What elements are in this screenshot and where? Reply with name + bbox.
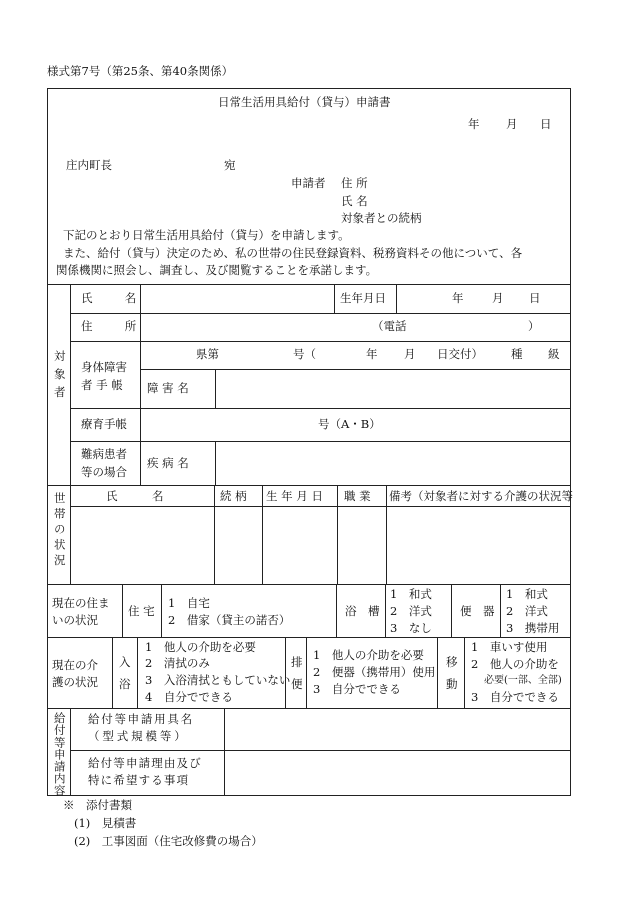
kind-label: 種 [511, 347, 523, 361]
col-dob: 生 年 月 日 [266, 489, 323, 503]
care-excretion-opt-1: 1 他人の介助を必要 [313, 648, 424, 662]
subject-address-label: 住 所 [81, 319, 147, 333]
grade-label: 級 [548, 347, 560, 361]
rehab-num: 号（A・B） [318, 417, 381, 431]
dob-month: 月 [492, 291, 504, 305]
disability-book-label-1: 身体障害 [81, 360, 127, 374]
date-year: 年 [468, 117, 480, 131]
subject-label: 対象者 [52, 350, 67, 404]
form-title: 日常生活用具給付（貸与）申請書 [218, 95, 391, 109]
pref-label: 県第 [196, 347, 219, 361]
request-item-2: （型式規模等） [88, 729, 189, 743]
bath-opt-1: 1 和式 [390, 587, 432, 601]
addressee: 庄内町長 [66, 158, 112, 172]
household-label: 世帯の状況 [52, 492, 67, 570]
applicant-name-label: 氏 名 [341, 194, 368, 208]
house-opt-2: 2 借家（貸主の諾否） [168, 613, 291, 627]
col-job: 職 業 [344, 489, 371, 503]
care-move-opt-1: 1 車いす使用 [471, 640, 548, 654]
care-move-opt-2b: 必要(一部、全部) [484, 675, 562, 686]
applicant-address-label: 住 所 [341, 176, 368, 190]
disability-book-label-2: 者 手 帳 [81, 378, 123, 392]
care-bath-opt-3: 3 入浴清拭ともしていない [145, 673, 291, 687]
care-excretion-opt-3: 3 自分でできる [313, 682, 401, 696]
addressee-suffix: 宛 [224, 158, 236, 172]
bath-opt-3: 3 なし [390, 621, 432, 635]
care-excretion-label: 排便 [289, 656, 304, 700]
form-label: 様式第7号（第25条、第40条関係） [47, 64, 234, 78]
issue-day: 日交付） [437, 347, 483, 361]
care-label-1: 現在の介 [52, 658, 98, 672]
body-text-3: 関係機関に照会し、調査し、及び閲覧することを承諾します。 [56, 263, 378, 277]
date-month: 月 [506, 117, 518, 131]
col-relation: 続 柄 [220, 489, 247, 503]
applicant-relation-label: 対象者との続柄 [341, 211, 422, 225]
body-text-1: 下記のとおり日常生活用具給付（貸与）を申請します。 [63, 228, 350, 242]
attachment-item-1: (1) 見積書 [74, 816, 137, 830]
care-label-2: 護の状況 [52, 675, 98, 689]
bath-label: 浴 槽 [345, 604, 380, 618]
dob-label: 生年月日 [340, 291, 386, 305]
house-label: 住 宅 [128, 604, 155, 618]
col-name: 氏 名 [106, 489, 164, 503]
issue-year: 年 [366, 347, 378, 361]
phone-close: ） [528, 319, 540, 333]
applicant-label: 申請者 [291, 176, 326, 190]
rehab-book-label: 療育手帳 [81, 417, 127, 431]
care-bath-opt-1: 1 他人の介助を必要 [145, 640, 256, 654]
care-move-opt-2: 2 他人の介助を [471, 657, 559, 671]
phone-label: （電話 [372, 319, 407, 333]
issue-month: 月 [404, 347, 416, 361]
residence-label-2: いの状況 [52, 613, 98, 627]
date-day: 日 [540, 117, 552, 131]
disability-name-label: 障 害 名 [147, 381, 189, 395]
residence-label-1: 現在の住ま [52, 596, 110, 610]
num-label: 号（ [293, 347, 316, 361]
toilet-label: 便 器 [460, 604, 495, 618]
care-move-opt-3: 3 自分でできる [471, 690, 559, 704]
request-reason-1: 給付等申請理由及び [88, 756, 202, 770]
care-excretion-opt-2: 2 便器（携帯用）使用 [313, 665, 436, 679]
body-text-2: また、給付（貸与）決定のため、私の世帯の住民登録資料、税務資料その他について、各 [63, 246, 523, 260]
bath-opt-2: 2 洋式 [390, 604, 432, 618]
care-bath-opt-4: 4 自分でできる [145, 690, 233, 704]
dob-day: 日 [529, 291, 541, 305]
care-move-label: 移動 [444, 656, 459, 700]
attachment-item-2: (2) 工事図面（住宅改修費の場合） [74, 834, 263, 848]
house-opt-1: 1 自宅 [168, 596, 210, 610]
intractable-label-1: 難病患者 [81, 447, 127, 461]
care-bath-opt-2: 2 清拭のみ [145, 656, 210, 670]
toilet-opt-2: 2 洋式 [506, 604, 548, 618]
dob-year: 年 [452, 291, 464, 305]
intractable-label-2: 等の場合 [81, 465, 127, 479]
col-notes: 備考（対象者に対する介護の状況等 [389, 489, 573, 503]
request-reason-2: 特に希望する事項 [88, 773, 190, 787]
attachments-title: ※ 添付書類 [63, 798, 132, 812]
request-label: 給付等申請内容 [52, 712, 67, 797]
toilet-opt-1: 1 和式 [506, 587, 548, 601]
illness-name-label: 疾 病 名 [147, 456, 189, 470]
subject-name-label: 氏 名 [81, 291, 147, 305]
care-bath-label: 入浴 [117, 656, 132, 700]
request-item-1: 給付等申請用具名 [88, 712, 194, 726]
toilet-opt-3: 3 携帯用 [506, 621, 560, 635]
